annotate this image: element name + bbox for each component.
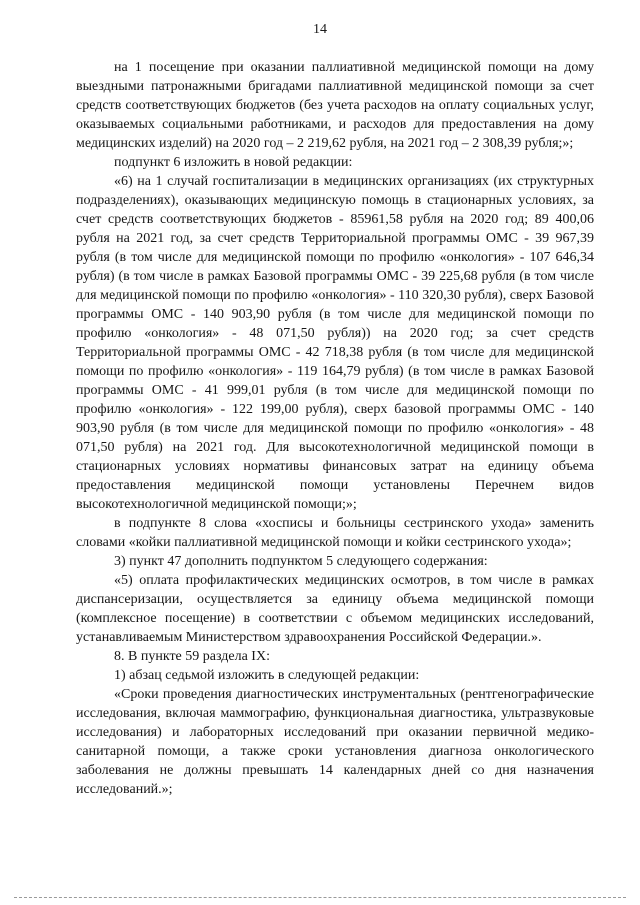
- paragraph-subpoint-6-text: «6) на 1 случай госпитализации в медицинских организациях (их структурных подразделениях), оказывающих медицинскую помощь в стационарных условиях, за счет средств соответствующих бюджетов - 85961,58 рубля на 2020 год; 89 400,06 рубля на 2021 год, за счет средств Территориальной программы ОМС - 39 967,39 рубля (в том числе для медицинской помощи по профилю «онкология» - 107 646,34 рубля) (в том числе в рамках Базовой программы ОМС - 39 225,68 рубля (в том числе для медицинской помощи по профилю «онкология» - 110 320,30 рубля), сверх Базовой программы ОМС - 140 903,90 рубля (в том числе для медицинской помощи по профилю «онкология» - 48 071,50 рубля)) на 2020 год; за счет средств Территориальной программы ОМС - 42 718,38 рубля (в том числе для медицинской помощи по профилю «онкология» - 119 164,79 рубля) (в том числе в рамках Базовой программы ОМС - 41 999,01 рубля (в том числе для медицинской помощи по профилю «онкология» - 122 199,00 рубля), сверх базовой программы ОМС - 140 903,90 рубля (в том числе для медицинской помощи по профилю «онкология» - 48 071,50 рубля) на 2021 год. Для высокотехнологичной медицинской помощи в стационарных условиях нормативы финансовых затрат на единицу объема предоставления медицинской помощи установлены Перечнем видов высокотехнологичной медицинской помощи;»;: [76, 174, 594, 512]
- paragraph-point-59: 8. В пункте 59 раздела IX:: [114, 649, 270, 664]
- page-number: 14: [313, 22, 327, 37]
- paragraph-subpoint-5-text: «5) оплата профилактических медицинских осмотров, в том числе в рамках диспансеризации, осуществляется за единицу объема медицинской помощи (комплексное посещение) в соответствии с объемом медицинских исследований, устанавливаемым Министерством здравоохранения Российской Федерации.».: [76, 573, 594, 645]
- document-body: [76, 58, 594, 799]
- paragraph-subpoint-8: в подпункте 8 слова «хосписы и больницы сестринского ухода» заменить словами «койки паллиативной медицинской помощи и койки сестринского ухода»;: [76, 516, 594, 550]
- paragraph-point-47: 3) пункт 47 дополнить подпунктом 5 следующего содержания:: [114, 554, 488, 569]
- paragraph-abzac-7-intro: 1) абзац седьмой изложить в следующей редакции:: [114, 668, 420, 683]
- paragraph-subpoint-6-intro: подпункт 6 изложить в новой редакции:: [114, 155, 353, 170]
- paragraph-abzac-7-text: «Сроки проведения диагностических инструментальных (рентгенографические исследования, включая маммографию, функциональная диагностика, ультразвуковые исследования) и лабораторных исследований при оказании первичной медико-санитарной помощи, а также сроки установления диагноза онкологического заболевания не должны превышать 14 календарных дней со дня назначения исследований.»;: [76, 687, 594, 797]
- paragraph-palliative-visit: на 1 посещение при оказании паллиативной медицинской помощи на дому выездными патронажными бригадами паллиативной медицинской помощи за счет средств соответствующих бюджетов (без учета расходов на оплату социальных услуг, оказываемых социальными работниками, и расходов для предоставления на дому медицинских изделий) на 2020 год – 2 219,62 рубля, на 2021 год – 2 308,39 рубля;»;: [76, 60, 594, 151]
- page-bottom-edge: [14, 897, 626, 898]
